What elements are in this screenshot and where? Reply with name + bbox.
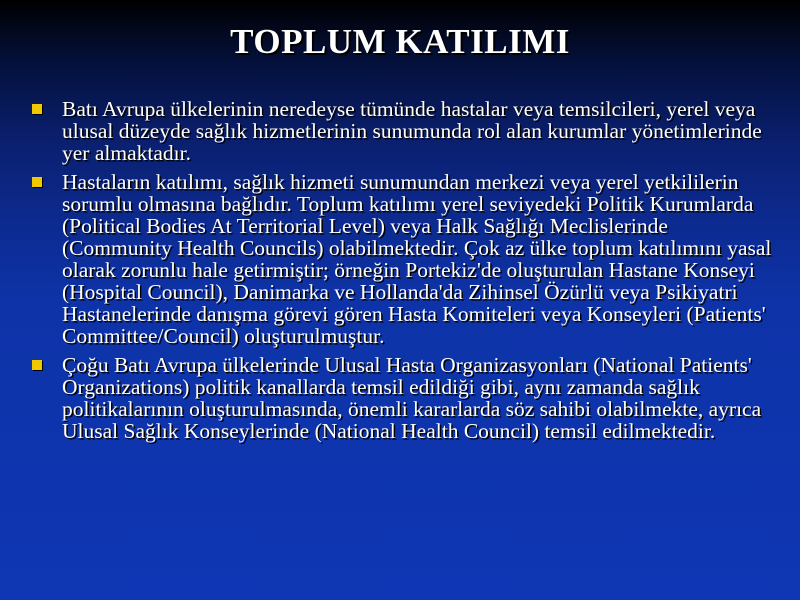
square-bullet-icon [32,360,42,370]
bullet-item-1 [22,98,782,164]
square-bullet-icon [32,104,42,114]
bullet-list [22,98,782,449]
bullet-item-3 [22,354,782,442]
slide-title: TOPLUM KATILIMI [230,22,570,61]
bullet-item-2 [22,171,782,347]
bullet-text-2: Hastaların katılımı, sağlık hizmeti sunumundan merkezi veya yerel yetkililerin sorumlu olmasına bağlıdır. Toplum katılımı yerel seviyedeki Politik Kurumlarda (Political Bodies At Territorial Level) veya Halk Sağlığı Meclislerinde (Community Health Councils) olabilmektedir. Çok az ülke toplum katılımını yasal olarak zorunlu hale getirmiştir; örneğin Portekiz'de oluşturulan Hastane Konseyi (Hospital Council), Danimarka ve Hollanda'da Zihinsel Özürlü veya Psikiyatri Hastanelerinde danışma görevi gören Hasta Komiteleri veya Konseyleri (Patients' Committee/Council) oluşturulmuştur. [62,170,772,348]
bullet-text-1: Batı Avrupa ülkelerinin neredeyse tümünde hastalar veya temsilcileri, yerel veya ulusal düzeyde sağlık hizmetlerinin sunumunda rol alan kurumlar yönetimlerinde yer almaktadır. [62,97,762,165]
bullet-text-3: Çoğu Batı Avrupa ülkelerinde Ulusal Hasta Organizasyonları (National Patients' Organizations) politik kanallarda temsil edildiği gibi, aynı zamanda sağlık politikalarının oluşturulmasında, önemli kararlarda söz sahibi olabilmekte, ayrıca Ulusal Sağlık Konseylerinde (National Health Council) temsil edilmektedir. [62,353,762,443]
square-bullet-icon [32,177,42,187]
